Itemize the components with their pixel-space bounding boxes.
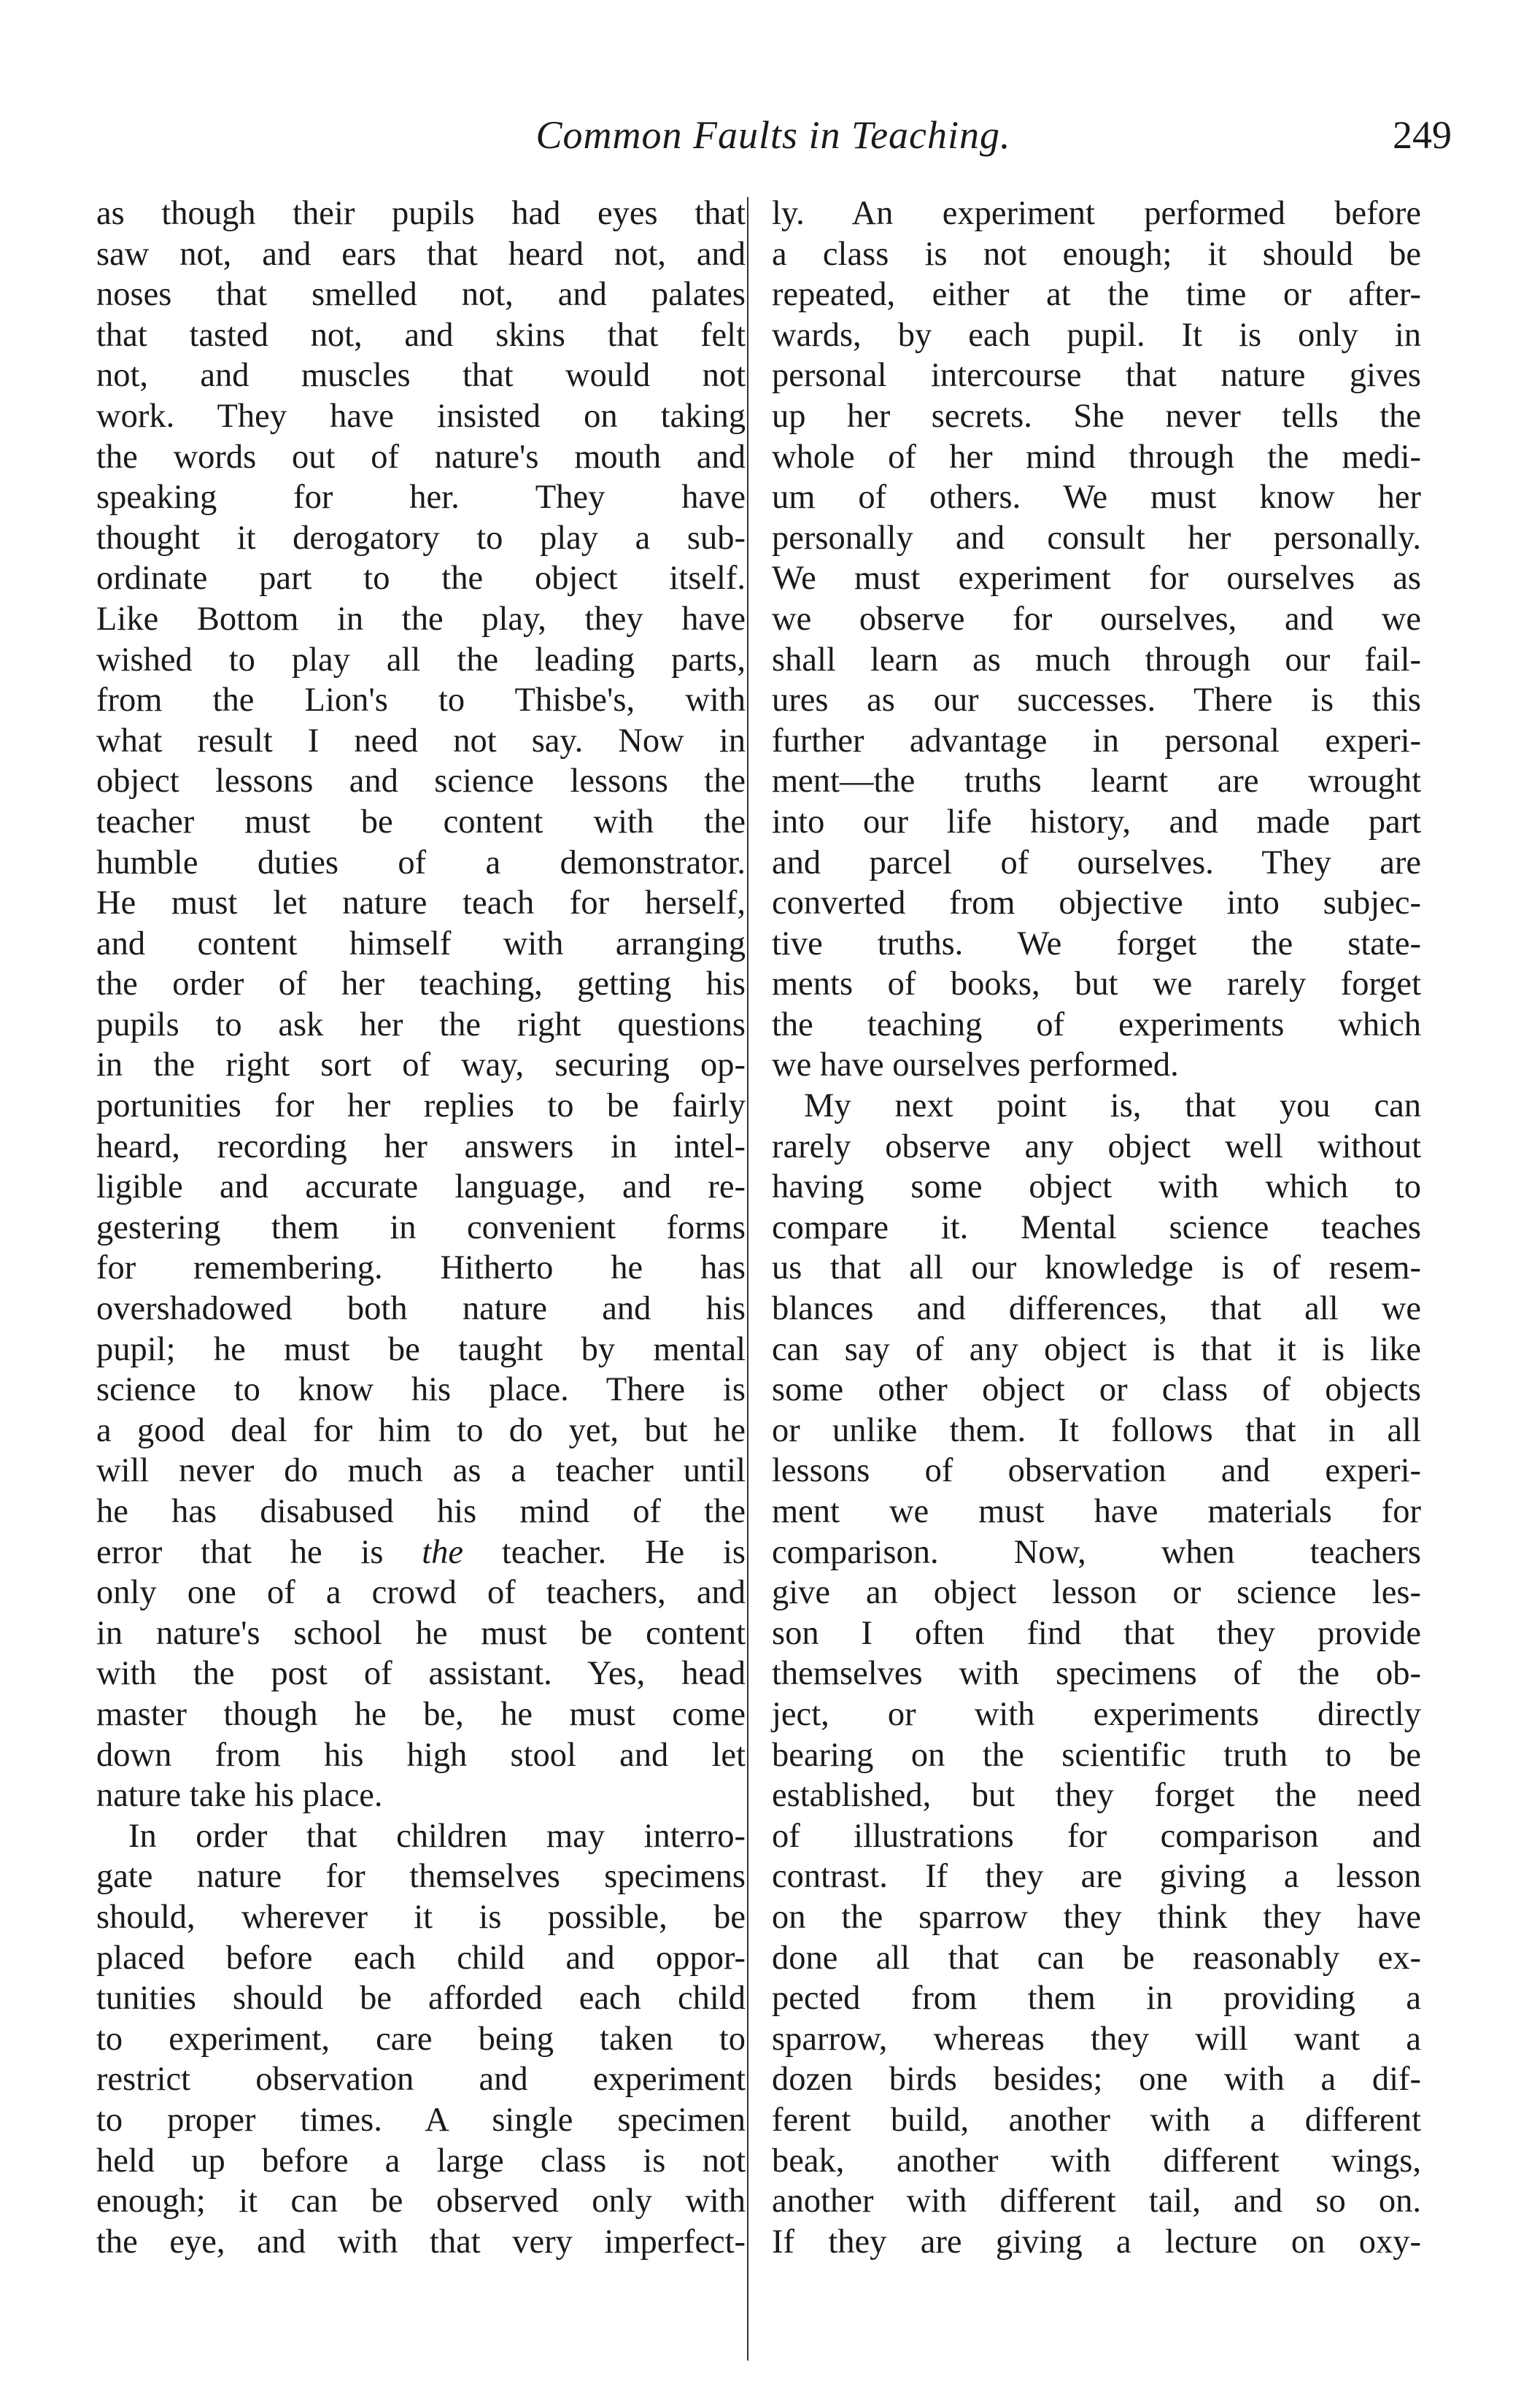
text-line: what result I need not say. Now in xyxy=(96,722,746,760)
text-line: wished to play all the leading parts, xyxy=(96,641,746,679)
text-line: personally and consult her personally. xyxy=(772,519,1421,557)
text-line: or unlike them. It follows that in all xyxy=(772,1411,1421,1449)
text-line: um of others. We must know her xyxy=(772,479,1421,517)
text-line: He must let nature teach for herself, xyxy=(96,884,746,922)
text-line: the words out of nature's mouth and xyxy=(96,438,746,476)
text-line: nature take his place. xyxy=(96,1777,383,1815)
text-line-with-italic xyxy=(96,1532,746,1573)
text-line: that tasted not, and skins that felt xyxy=(96,316,746,354)
text-line: some other object or class of objects xyxy=(772,1371,1421,1409)
text-line: converted from objective into subjec- xyxy=(772,884,1421,922)
text-line: pupils to ask her the right questions xyxy=(96,1006,746,1043)
text-line: wards, by each pupil. It is only in xyxy=(772,316,1421,354)
text-line: Like Bottom in the play, they have xyxy=(96,600,746,638)
text-line: whole of her mind through the medi- xyxy=(772,438,1421,476)
text-line: should, wherever it is possible, be xyxy=(96,1898,746,1936)
text-line: contrast. If they are giving a lesson xyxy=(772,1858,1421,1896)
text-line: in the right sort of way, securing op- xyxy=(96,1046,746,1084)
text-line: speaking for her. They have xyxy=(96,479,746,517)
text-line: work. They have insisted on taking xyxy=(96,397,746,435)
text-line: give an object lesson or science les- xyxy=(772,1574,1421,1612)
text-line: shall learn as much through our fail- xyxy=(772,641,1421,679)
text-line: sparrow, whereas they will want a xyxy=(772,2020,1421,2058)
text-line: we observe for ourselves, and we xyxy=(772,600,1421,638)
text-line: ment we must have materials for xyxy=(772,1493,1421,1530)
text-line: ly. An experiment performed before xyxy=(772,195,1421,232)
text-line: We must experiment for ourselves as xyxy=(772,560,1421,598)
text-line: repeated, either at the time or after- xyxy=(772,276,1421,314)
text-line: dozen birds besides; one with a dif- xyxy=(772,2061,1421,2099)
text-line: further advantage in personal experi- xyxy=(772,722,1421,760)
text-line: as though their pupils had eyes that xyxy=(96,195,746,232)
text-line: only one of a crowd of teachers, and xyxy=(96,1574,746,1612)
text-line: compare it. Mental science teaches xyxy=(772,1208,1421,1246)
paragraph-start-line: In order that children may interro- xyxy=(128,1817,746,1855)
text-line: in nature's school he must be content xyxy=(96,1614,746,1652)
text-line: ligible and accurate language, and re- xyxy=(96,1168,746,1206)
text-fragment: teacher. He is xyxy=(463,1533,746,1571)
text-line: another with different tail, and so on. xyxy=(772,2183,1421,2220)
running-title: Common Faults in Teaching. xyxy=(535,113,1011,157)
left-column xyxy=(96,193,746,2262)
text-line: son I often find that they provide xyxy=(772,1614,1421,1652)
text-line: bearing on the scientific truth to be xyxy=(772,1736,1421,1774)
text-line: and parcel of ourselves. They are xyxy=(772,844,1421,881)
text-line: to experiment, care being taken to xyxy=(96,2020,746,2058)
text-line: up her secrets. She never tells the xyxy=(772,397,1421,435)
text-line: humble duties of a demonstrator. xyxy=(96,844,746,881)
text-line: ordinate part to the object itself. xyxy=(96,560,746,598)
text-line: restrict observation and experiment xyxy=(96,2061,746,2099)
text-line: gate nature for themselves specimens xyxy=(96,1858,746,1896)
text-line: with the post of assistant. Yes, head xyxy=(96,1655,746,1693)
text-line: held up before a large class is not xyxy=(96,2142,746,2180)
text-line: object lessons and science lessons the xyxy=(96,763,746,800)
text-line: the teaching of experiments which xyxy=(772,1006,1421,1043)
paragraph-start-line: My next point is, that you can xyxy=(804,1087,1421,1125)
text-line: placed before each child and oppor- xyxy=(96,1939,746,1977)
text-line: pected from them in providing a xyxy=(772,1980,1421,2018)
text-line: down from his high stool and let xyxy=(96,1736,746,1774)
text-line: lessons of observation and experi- xyxy=(772,1452,1421,1490)
text-line: ferent build, another with a different xyxy=(772,2101,1421,2139)
text-line: the eye, and with that very imperfect- xyxy=(96,2223,746,2261)
running-head xyxy=(95,109,1452,161)
text-line: a good deal for him to do yet, but he xyxy=(96,1411,746,1449)
text-line: the order of her teaching, getting his xyxy=(96,965,746,1003)
text-line: science to know his place. There is xyxy=(96,1371,746,1409)
text-line: saw not, and ears that heard not, and xyxy=(96,235,746,273)
text-line: gestering them in convenient forms xyxy=(96,1208,746,1246)
text-line: noses that smelled not, and palates xyxy=(96,276,746,314)
text-line: teacher must be content with the xyxy=(96,803,746,841)
text-line: into our life history, and made part xyxy=(772,803,1421,841)
text-line: heard, recording her answers in intel- xyxy=(96,1127,746,1165)
text-line: ments of books, but we rarely forget xyxy=(772,965,1421,1003)
text-line: pupil; he must be taught by mental xyxy=(96,1330,746,1368)
text-line: comparison. Now, when teachers xyxy=(772,1533,1421,1571)
text-fragment: error that he is xyxy=(96,1533,422,1571)
text-line: done all that can be reasonably ex- xyxy=(772,1939,1421,1977)
text-line: blances and differences, that all we xyxy=(772,1290,1421,1328)
text-line: themselves with specimens of the ob- xyxy=(772,1655,1421,1693)
text-line: thought it derogatory to play a sub- xyxy=(96,519,746,557)
text-line: to proper times. A single specimen xyxy=(96,2101,746,2139)
text-line: a class is not enough; it should be xyxy=(772,235,1421,273)
text-line: having some object with which to xyxy=(772,1168,1421,1206)
text-line: of illustrations for comparison and xyxy=(772,1817,1421,1855)
text-line: enough; it can be observed only with xyxy=(96,2183,746,2220)
text-line: ures as our successes. There is this xyxy=(772,682,1421,719)
text-line: rarely observe any object well without xyxy=(772,1127,1421,1165)
text-line: portunities for her replies to be fairly xyxy=(96,1087,746,1125)
text-line: ject, or with experiments directly xyxy=(772,1695,1421,1733)
text-line: from the Lion's to Thisbe's, with xyxy=(96,682,746,719)
text-line: we have ourselves performed. xyxy=(772,1046,1179,1084)
text-line: on the sparrow they think they have xyxy=(772,1898,1421,1936)
text-line: ment—the truths learnt are wrought xyxy=(772,763,1421,800)
text-line: overshadowed both nature and his xyxy=(96,1290,746,1328)
text-line: can say of any object is that it is like xyxy=(772,1330,1421,1368)
text-line: he has disabused his mind of the xyxy=(96,1493,746,1530)
text-line: us that all our knowledge is of resem- xyxy=(772,1249,1421,1287)
right-column xyxy=(772,193,1421,2262)
text-line: master though he be, he must come xyxy=(96,1695,746,1733)
text-line: not, and muscles that would not xyxy=(96,357,746,395)
text-line: and content himself with arranging xyxy=(96,925,746,962)
column-divider xyxy=(747,197,748,2361)
text-line: will never do much as a teacher until xyxy=(96,1452,746,1490)
text-line: If they are giving a lecture on oxy- xyxy=(772,2223,1421,2261)
text-line: tive truths. We forget the state- xyxy=(772,925,1421,962)
text-line: tunities should be afforded each child xyxy=(96,1980,746,2018)
text-line: beak, another with different wings, xyxy=(772,2142,1421,2180)
text-line: established, but they forget the need xyxy=(772,1777,1421,1815)
text-line: for remembering. Hitherto he has xyxy=(96,1249,746,1287)
italic-word: the xyxy=(422,1533,464,1571)
text-line: personal intercourse that nature gives xyxy=(772,357,1421,395)
page-number: 249 xyxy=(1393,113,1452,157)
